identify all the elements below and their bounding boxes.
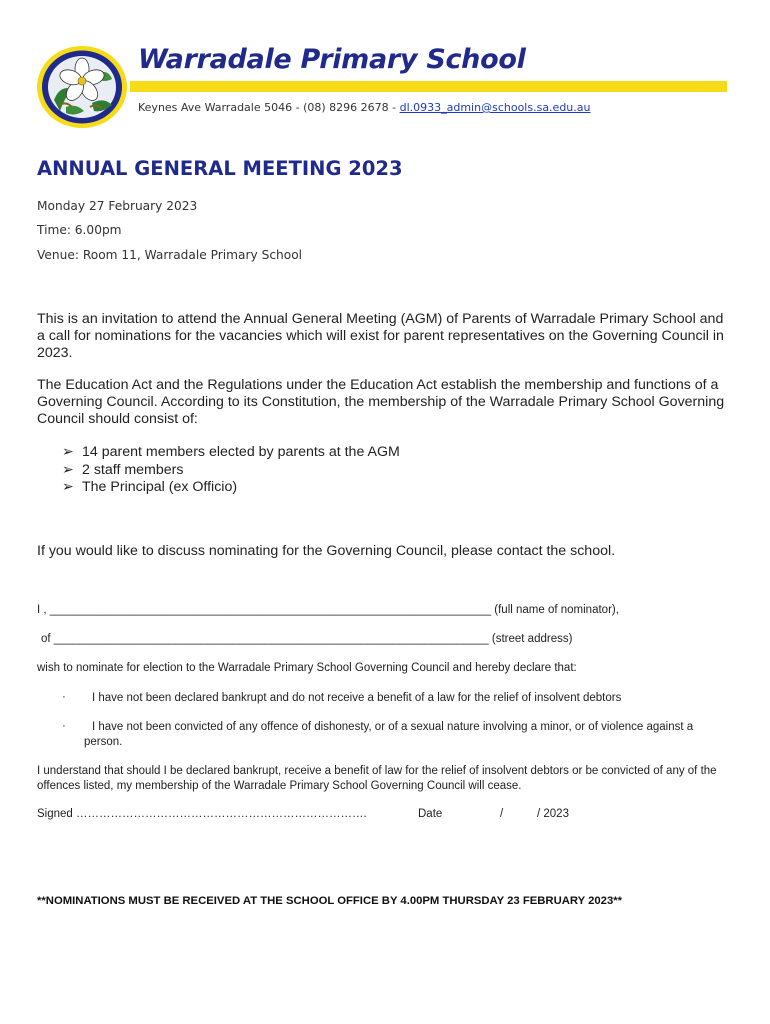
nomination-deadline: **NOMINATIONS MUST BE RECEIVED AT THE SCHOOL OFFICE BY 4.00PM THURSDAY 23 FEBRUARY 2023**: [37, 895, 623, 907]
membership-list: [62, 444, 400, 497]
signature-line: Signed ………………………………………………………………….: [37, 808, 367, 820]
arrow-bullet-icon: ➢: [62, 461, 74, 478]
date-label: Date: [418, 808, 443, 820]
list-item: [62, 444, 400, 462]
contact-details: Keynes Ave Warradale 5046 - (08) 8296 2678 -: [138, 101, 400, 114]
understanding-paragraph: I understand that should I be declared bankrupt, receive a benefit of law for the relief of insolvent debtors or be convicted of any of the offences listed, my membership of the Warradale Primary School Governing Council will cease.: [37, 765, 717, 792]
declaration-conviction: I have not been convicted of any offence of dishonesty, or of a sexual nature involving a minor, or of violence against a person.: [84, 721, 694, 748]
date-separator: /: [500, 808, 504, 820]
declaration-bullet: ·: [62, 720, 66, 732]
school-contact: [138, 101, 590, 114]
date-year: / 2023: [537, 808, 569, 820]
list-item-text: 14 parent members elected by parents at the AGM: [82, 444, 400, 460]
meeting-venue: Venue: Room 11, Warradale Primary School: [37, 248, 303, 262]
school-name: Warradale Primary School: [138, 44, 526, 75]
list-item-text: 2 staff members: [82, 461, 184, 478]
education-act-paragraph: The Education Act and the Regulations under the Education Act establish the membership and functions of a Governing Council. According to its Constitution, the membership of the Warradale Primary School Governing Council should consist of:: [37, 377, 725, 427]
list-item-text: The Principal (ex Officio): [82, 479, 238, 495]
intro-paragraph: This is an invitation to attend the Annual General Meeting (AGM) of Parents of Warradale Primary School and a call for nominations for the vacancies which will exist for parent representatives on the Governing Council in 2023.: [37, 311, 724, 361]
school-logo: [36, 45, 128, 129]
meeting-time: Time: 6.00pm: [37, 223, 122, 237]
declaration-bankrupt: I have not been declared bankrupt and do not receive a benefit of a law for the relief of insolvent debtors: [92, 692, 622, 704]
meeting-date: Monday 27 February 2023: [37, 199, 198, 213]
street-address-line: of ____________________________________________________________________ (street address): [41, 633, 573, 645]
declaration-bullet: ·: [62, 691, 66, 703]
list-item: [62, 462, 400, 480]
arrow-bullet-icon: ➢: [62, 444, 74, 460]
header-accent-bar: [130, 81, 727, 92]
list-item: [62, 479, 400, 497]
arrow-bullet-icon: ➢: [62, 479, 74, 495]
meeting-title: ANNUAL GENERAL MEETING 2023: [37, 157, 403, 180]
nomination-statement: wish to nominate for election to the Warradale Primary School Governing Council and hereby declare that:: [37, 662, 577, 674]
email-link[interactable]: dl.0933_admin@schools.sa.edu.au: [399, 101, 591, 114]
contact-paragraph: If you would like to discuss nominating for the Governing Council, please contact the school.: [37, 543, 616, 559]
nominator-name-line: I , _____________________________________________________________________ (full name of nominator),: [37, 604, 619, 616]
